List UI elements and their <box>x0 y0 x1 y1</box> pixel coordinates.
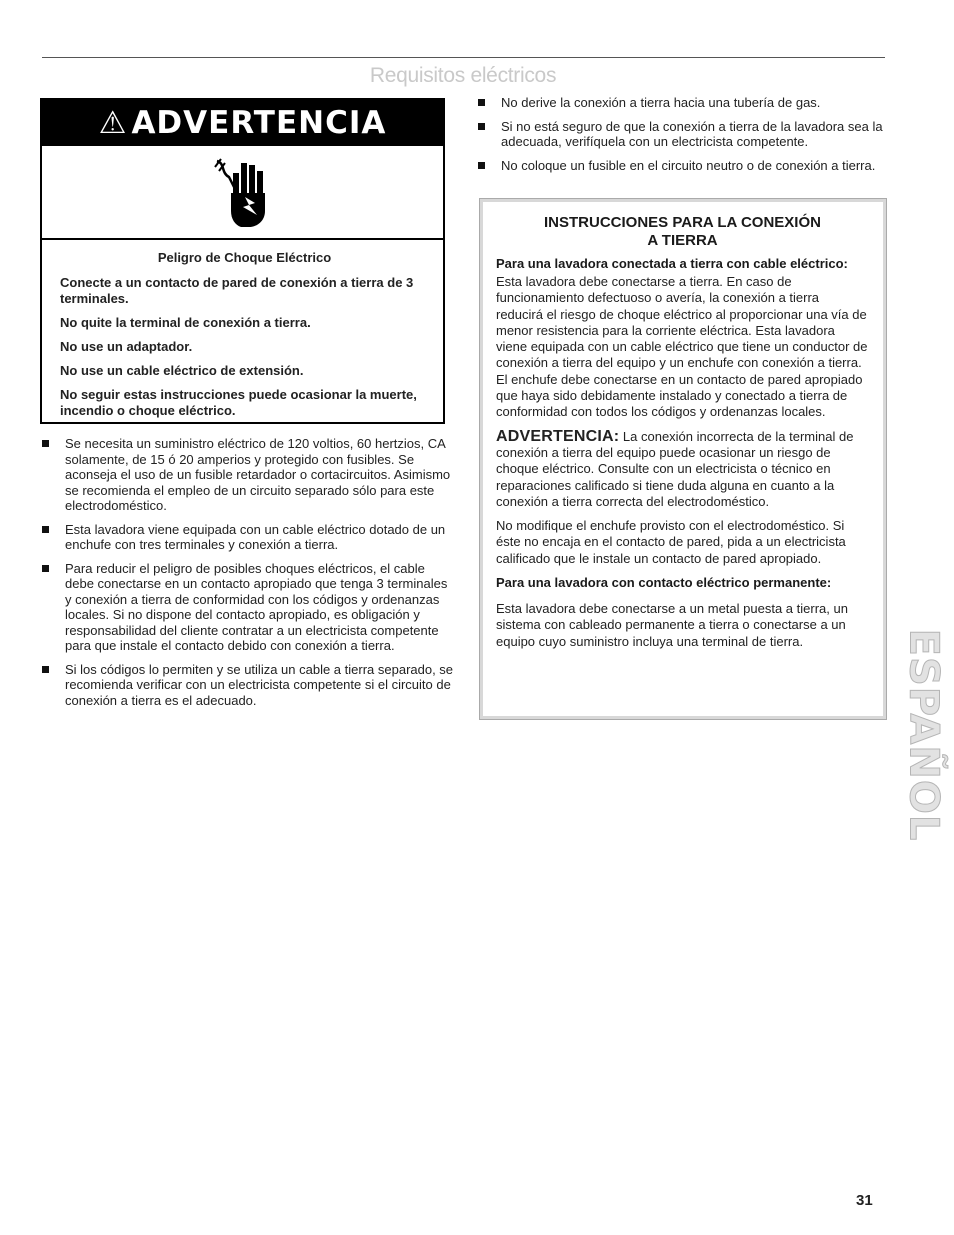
top-rule <box>42 57 885 58</box>
language-side-tab <box>900 628 947 842</box>
instructions-paragraph: Esta lavadora debe conectarse a tierra. En caso de funcionamiento defectuoso o avería, la conexión a tierra reducirá el riesgo de choque eléctrico al proporcionar una vía de menor resistencia para la corriente eléctrica. Esta lavadora viene equipada con un cable eléctrico que tiene un conductor de conexión a tierra del equipo y un enchufe con conexión a tierra. El enchufe debe conectarse en un contacto de pared apropiado que haya sido debidamente instalado y conectado a tierra de conformidad con todos los códigos y ordenanzas locales. <box>496 274 868 420</box>
language-tab-label: ESPAÑOL <box>900 628 947 842</box>
instructions-title-line: A TIERRA <box>647 232 718 249</box>
list-item-text: Esta lavadora viene equipada con un cable eléctrico dotado de un enchufe con tres terminales y conexión a tierra. <box>65 521 446 552</box>
list-item-text: Para reducir el peligro de posibles choques eléctricos, el cable debe conectarse en un contacto apropiado que tenga 3 terminales y conexión a tierra de conformidad con los códigos y ordenanzas locales. Si no dispone del contacto apropiado, es obligación y responsabilidad del cliente contratar a un electricista competente para que instale el contacto debido con conexión a tierra. <box>65 560 448 653</box>
list-item-text: Si los códigos lo permiten y se utiliza un cable a tierra separado, se recomienda verificar con un electricista competente si el circuito de conexión a tierra es el adecuado. <box>65 661 454 708</box>
bullet-square-icon <box>478 123 485 130</box>
page-number: 31 <box>856 1192 873 1209</box>
list-item-text: Si no está seguro de que la conexión a tierra de la lavadora sea la adecuada, verifíquela con un electricista competente. <box>501 118 883 149</box>
bullet-square-icon <box>478 162 485 169</box>
instructions-title <box>496 214 869 250</box>
instructions-paragraph: Esta lavadora debe conectarse a un metal puesta a tierra, un sistema con cableado permanente a tierra o conectarse a un equipo cuyo suministro incluya una terminal de tierra. <box>496 601 848 649</box>
instructions-warning-paragraph <box>496 429 869 510</box>
warning-body <box>42 240 443 419</box>
bullet-square-icon <box>42 526 49 533</box>
bullet-square-icon <box>478 99 485 106</box>
warning-box <box>40 98 445 424</box>
advertencia-label: ADVERTENCIA: <box>496 427 620 445</box>
warning-line: Conecte a un contacto de pared de conexión a tierra de 3 terminales. <box>60 275 414 306</box>
warning-header <box>42 100 443 146</box>
warning-title: Peligro de Choque Eléctrico <box>157 250 332 265</box>
list-item <box>476 119 886 150</box>
instructions-title-line: INSTRUCCIONES PARA LA CONEXIÓN <box>544 214 821 231</box>
left-bullet-list <box>40 436 455 716</box>
list-item <box>40 522 455 553</box>
warning-line: No use un adaptador. <box>60 339 193 354</box>
instructions-subhead: Para una lavadora con contacto eléctrico permanente: <box>496 575 832 591</box>
bullet-square-icon <box>42 565 49 572</box>
list-item-text: No derive la conexión a tierra hacia una tubería de gas. <box>501 95 821 110</box>
list-item-text: Se necesita un suministro eléctrico de 120 voltios, 60 hertzios, CA solamente, de 15 ó 20 amperios y protegido con fusibles. Se aconseja el uso de un fusible retardador o cortacircuitos. Asimismo se recomienda el empleo de un circuito separado sólo para este electrodoméstico. <box>65 436 451 513</box>
warning-line: No seguir estas instrucciones puede ocasionar la muerte, incendio o choque eléctrico. <box>60 387 417 418</box>
list-item <box>40 436 455 514</box>
instructions-subhead: Para una lavadora conectada a tierra con cable eléctrico: <box>496 256 848 271</box>
list-item-text: No coloque un fusible en el circuito neutro o de conexión a tierra. <box>501 157 876 173</box>
bullet-square-icon <box>42 666 49 673</box>
advertencia-text: La conexión incorrecta de la terminal de conexión a tierra del equipo puede ocasionar un riesgo de choque eléctrico. Consulte con un electricista o técnico en reparaciones calificado si tiene duda alguna en cuanto a la conexión a tierra correcta del electrodoméstico. <box>496 428 854 509</box>
warning-triangle-icon: ⚠ <box>98 105 128 141</box>
instructions-paragraph: No modifique el enchufe provisto con el electrodoméstico. Si éste no encaja en el contacto de pared, pida a un electricista calificado que le instale un contacto de pared apropiado. <box>496 518 846 566</box>
bullet-square-icon <box>42 440 49 447</box>
warning-heading: ADVERTENCIA <box>131 105 387 141</box>
list-item <box>40 561 455 654</box>
warning-icon-area <box>42 146 443 240</box>
warning-line: No use un cable eléctrico de extensión. <box>60 363 304 378</box>
warning-line: No quite la terminal de conexión a tierra. <box>60 315 311 330</box>
section-title: Requisitos eléctricos <box>369 64 557 87</box>
list-item <box>476 95 886 111</box>
list-item <box>40 662 455 709</box>
right-bullet-list <box>476 95 886 181</box>
electric-shock-hand-icon <box>211 153 275 231</box>
grounding-instructions-box <box>480 199 886 719</box>
list-item <box>476 158 886 174</box>
